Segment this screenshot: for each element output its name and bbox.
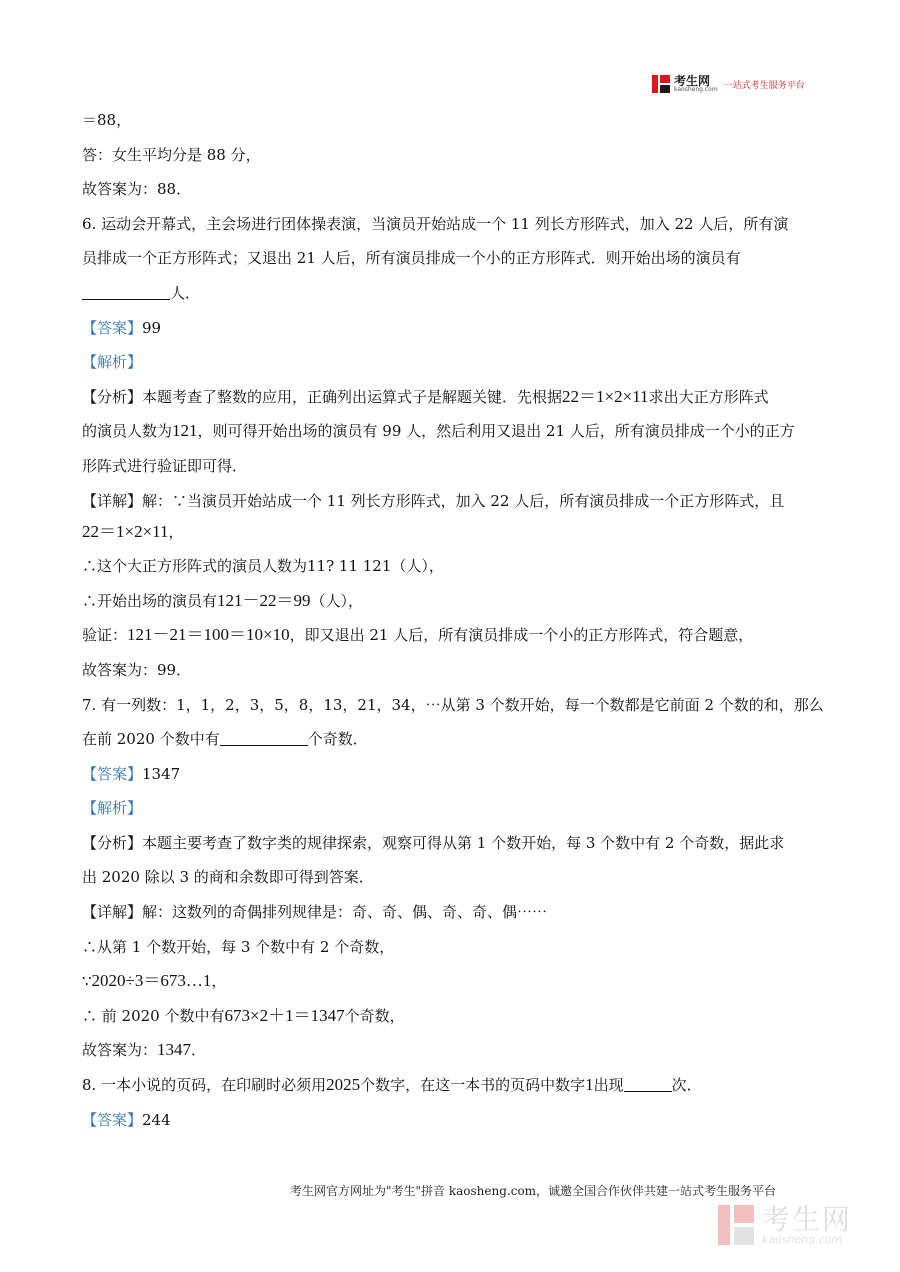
- text-line: 在前 2020 个数中有 个奇数．: [82, 730, 368, 749]
- text-line: ∴这个大正方形阵式的演员人数为11? 11 121（人），: [82, 557, 444, 576]
- analysis-tag: 【解析】: [82, 799, 143, 818]
- text-line: 员排成一个正方形阵式；又退出 21 人后，所有演员排成一个小的正方形阵式．则开始出场的演员有: [82, 249, 741, 268]
- question-7: 7. 有一列数：1，1，2，3，5，8，13，21，34，⋯从第 3 个数开始，每一个数都是它前面 2 个数的和，那么: [82, 695, 824, 714]
- answer-value: 99: [142, 318, 162, 337]
- logo-name: 考生网: [674, 74, 711, 88]
- analysis-tag: 【解析】: [82, 353, 143, 372]
- watermark: [718, 1202, 853, 1246]
- logo-domain: kaosheng.com: [674, 86, 718, 93]
- text-line: 故答案为：1347．: [82, 1040, 207, 1060]
- answer-blank: [82, 283, 170, 300]
- text-line: 22＝1×2×11，: [82, 521, 184, 541]
- watermark-domain: kaosheng.com: [762, 1232, 843, 1246]
- text-line: 故答案为：88．: [82, 180, 192, 199]
- answer-value: 1347: [142, 764, 181, 783]
- text-line: ∴从第 1 个数开始，每 3 个数中有 2 个奇数，: [82, 937, 395, 956]
- text-line: ＝88，: [82, 111, 132, 129]
- kaosheng-logo-icon: [652, 75, 670, 93]
- text-line: 【详解】解：这数列的奇偶排列规律是：奇、奇、偶、奇、奇、偶⋯⋯: [82, 903, 548, 922]
- text-line: 验证：121－21＝100＝10×10，即又退出 21 人后，所有演员排成一个小的正方形阵式，符合题意，: [82, 625, 754, 645]
- answer-value: 244: [142, 1110, 171, 1129]
- analysis-line: [82, 350, 822, 374]
- question-6: 6. 运动会开幕式，主会场进行团体操表演，当演员开始站成一个 11 列长方形阵式，加入 22 人后，所有演: [82, 214, 789, 233]
- document-body: [82, 108, 822, 1142]
- answer-line: [82, 762, 822, 786]
- answer-blank: [220, 729, 308, 746]
- text-line: 出 2020 除以 3 的商和余数即可得到答案．: [82, 868, 374, 887]
- text-line: 的演员人数为121，则可得开始出场的演员有 99 人，然后利用又退出 21 人后，所有演员排成一个小的正方: [82, 421, 795, 441]
- header-logo: [652, 72, 805, 96]
- analysis-line: [82, 796, 822, 820]
- answer-tag: 【答案】: [82, 318, 143, 337]
- text-line: 答：女生平均分是 88 分，: [82, 145, 261, 164]
- text-line: ∵2020÷3＝673…1，: [82, 971, 227, 991]
- text-line: 人．: [82, 281, 822, 305]
- header-slogan: 一站式考生服务平台: [723, 80, 805, 91]
- text-line: ∴开始出场的演员有121－22＝99（人），: [82, 590, 364, 610]
- text-line: ∴ 前 2020 个数中有673×2＋1＝1347个奇数，: [82, 1005, 405, 1025]
- text-line: 故答案为：99．: [82, 660, 192, 679]
- answer-tag: 【答案】: [82, 1110, 143, 1129]
- text-line: 形阵式进行验证即可得．: [82, 456, 248, 475]
- kaosheng-watermark-icon: [718, 1205, 754, 1245]
- question-8: 8. 一本小说的页码，在印刷时必须用2025个数字，在这一本书的页码中数字1出现 次．: [82, 1075, 702, 1095]
- answer-line: [82, 316, 822, 340]
- footer-text: 考生网官方网址为"考生"拼音 kaosheng.com，诚邀全国合作伙伴共建一站式考生服务平台: [290, 1184, 777, 1198]
- text-line: 【分析】本题考查了整数的应用，正确列出运算式子是解题关键．先根据22＝1×2×11求出大正方形阵式: [82, 386, 769, 406]
- text-line: 【详解】解：∵当演员开始站成一个 11 列长方形阵式，加入 22 人后，所有演员排成一个正方形阵式，且: [82, 491, 785, 510]
- answer-line: [82, 1108, 822, 1132]
- answer-blank: [624, 1075, 672, 1092]
- answer-tag: 【答案】: [82, 764, 143, 783]
- text-line: 【分析】本题主要考查了数字类的规律探索，观察可得从第 1 个数开始，每 3 个数中有 2 个奇数，据此求: [82, 833, 785, 852]
- watermark-name: 考生网: [762, 1202, 853, 1236]
